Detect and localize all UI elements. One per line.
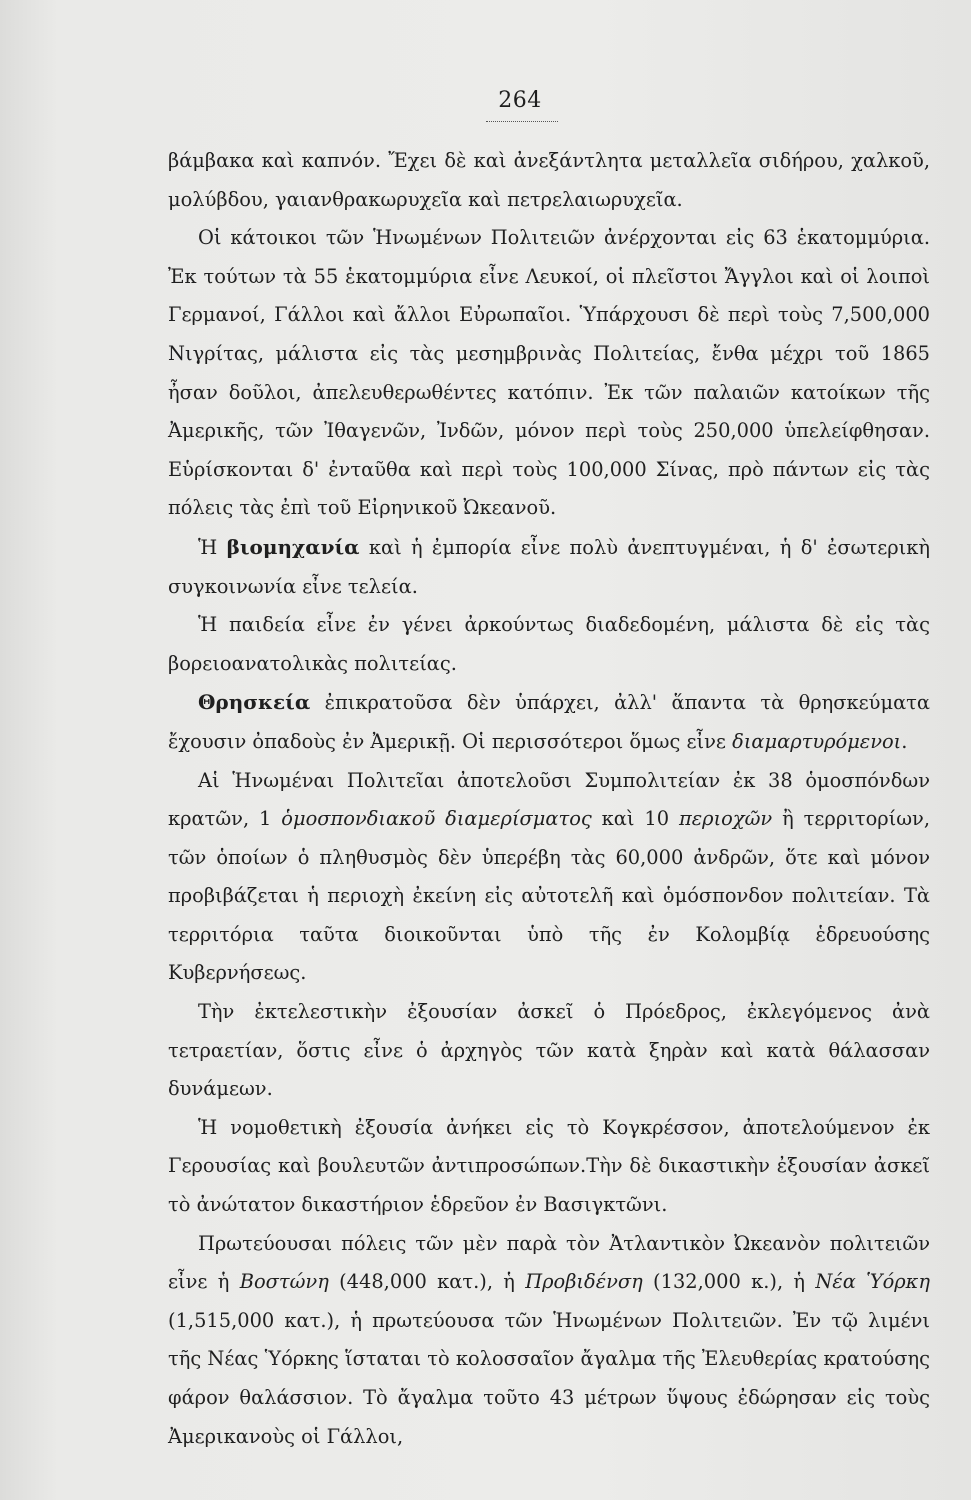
paragraph <box>168 142 930 219</box>
text-run: ἐπικρατοῦσα δὲν ὑπάρχει, ἀλλ' ἅπαντα τὰ θρησκεύματα ἔχουσιν ὀπαδοὺς ἐν Ἀμερικῇ. Οἱ περισσότεροι ὅμως εἶνε <box>168 691 930 753</box>
paragraph <box>168 528 930 606</box>
text-run: (132,000 κ.), ἡ <box>642 1270 816 1294</box>
italic-text: περιοχῶν <box>679 807 773 831</box>
bold-heading-word: Θρησκεία <box>198 690 311 715</box>
paragraph <box>168 762 930 994</box>
italic-text: διαμαρτυρόμενοι <box>732 729 902 753</box>
paragraph <box>168 1225 930 1457</box>
paragraph <box>168 1109 930 1225</box>
paragraph <box>168 683 930 761</box>
body-text <box>168 142 930 1456</box>
page-number-rule <box>486 121 558 122</box>
text-run: Ἡ παιδεία εἶνε ἐν γένει ἀρκούντως διαδεδομένη, μάλιστα δὲ εἰς τὰς βορειοανατολικὰς πολιτείας. <box>168 613 930 675</box>
text-run: Τὴν ἐκτελεστικὴν ἐξουσίαν ἀσκεῖ ὁ Πρόεδρος, ἐκλεγόμενος ἀνὰ τετραετίαν, ὅστις εἶνε ὁ ἀρχηγὸς τῶν κατὰ ξηρὰν καὶ κατὰ θάλασσαν δυνάμεων. <box>168 1000 930 1101</box>
italic-text: Βοστώνη <box>239 1270 329 1294</box>
text-run: (448,000 κατ.), ἡ <box>328 1270 526 1294</box>
text-run: Ἡ νομοθετικὴ ἐξουσία ἀνήκει εἰς τὸ Κογκρέσσον, ἀποτελούμενον ἐκ Γερουσίας καὶ βουλευτῶν ἀντιπροσώπων.Τὴν δὲ δικαστικὴν ἐξουσίαν ἀσκεῖ τὸ ἀνώτατον δικαστήριον ἑδρεῦον ἐν Βασιγκτῶνι. <box>168 1115 930 1217</box>
paragraph <box>168 606 930 683</box>
text-run: Πρωτεύουσαι πόλεις τῶν μὲν παρὰ τὸν Ἀτλαντικὸν Ὠκεανὸν πολιτειῶν εἶνε ἡ <box>168 1231 930 1294</box>
text-run: (1,515,000 κατ.), ἡ πρωτεύουσα τῶν Ἡνωμένων Πολιτειῶν. Ἐν τῷ λιμένι τῆς Νέας Ὑόρκης ἵσταται τὸ κολοσσαῖον ἄγαλμα τῆς Ἐλευθερίας κρατούσης φάρον θαλάσσιον. Τὸ ἄγαλμα τοῦτο 43 μέτρων ὕψους ἐδώρησαν εἰς τοὺς Ἀμερικανοὺς οἱ Γάλλοι, <box>168 1308 930 1448</box>
italic-text: ὁμοσπονδιακοῦ διαμερίσματος <box>281 807 592 831</box>
text-run: καὶ ἡ ἐμπορία εἶνε πολὺ ἀνεπτυγμέναι, ἡ δ' ἐσωτερικὴ συγκοινωνία εἶνε τελεία. <box>168 535 930 598</box>
page-number: 264 <box>498 88 542 113</box>
paragraph <box>168 219 930 528</box>
paragraph <box>168 993 930 1109</box>
text-run: ἢ τερριτορίων, τῶν ὁποίων ὁ πληθυσμὸς δὲν ὑπερέβη τὰς 60,000 ἀνδρῶν, ὅτε καὶ μόνον προβιβάζεται ἡ περιοχὴ ἐκείνη εἰς αὐτοτελῆ καὶ ὁμόσπονδον πολιτείαν. Τὰ τερριτόρια ταῦτα διοικοῦνται ὑπὸ τῆς ἐν Κολομβίᾳ ἑδρευούσης Κυβερνήσεως. <box>168 807 931 985</box>
text-run: βάμβακα καὶ καπνόν. Ἔχει δὲ καὶ ἀνεξάντλητα μεταλλεῖα σιδήρου, χαλκοῦ, μολύβδου, γαιανθρακωρυχεῖα καὶ πετρελαιωρυχεῖα. <box>168 149 930 211</box>
italic-text: Προβιδένση <box>525 1270 643 1294</box>
text-run: καὶ 10 <box>591 807 680 831</box>
italic-text: Νέα Ὑόρκη <box>815 1270 930 1294</box>
bold-heading-word: βιομηχανία <box>226 534 360 559</box>
text-run: . <box>901 729 908 753</box>
text-run: Ἡ <box>198 535 227 559</box>
text-run: Οἱ κάτοικοι τῶν Ἡνωμένων Πολιτειῶν ἀνέρχονται εἰς 63 ἑκατομμύρια. Ἐκ τούτων τὰ 55 ἑκατομμύρια εἶνε Λευκοί, οἱ πλεῖστοι Ἄγγλοι καὶ οἱ λοιποὶ Γερμανοί, Γάλλοι καὶ ἄλλοι Εὐρωπαῖοι. Ὑπάρχουσι δὲ περὶ τοὺς 7,500,000 Νιγρίτας, μάλιστα εἰς τὰς μεσημβρινὰς Πολιτείας, ἔνθα μέχρι τοῦ 1865 ἦσαν δοῦλοι, ἀπελευθερωθέντες κατόπιν. Ἐκ τῶν παλαιῶν κατοίκων τῆς Ἀμερικῆς, τῶν Ἰθαγενῶν, Ἰνδῶν, μόνον περὶ τοὺς 250,000 ὑπελείφθησαν. Εὑρίσκονται δ' ἐνταῦθα καὶ περὶ τοὺς 100,000 Σίνας, πρὸ πάντων εἰς τὰς πόλεις τὰς ἐπὶ τοῦ Εἰρηνικοῦ Ὠκεανοῦ. <box>168 226 930 520</box>
text-run: Αἱ Ἡνωμέναι Πολιτεῖαι ἀποτελοῦσι Συμπολιτείαν ἐκ 38 ὁμοσπόνδων κρατῶν, 1 <box>168 768 930 831</box>
